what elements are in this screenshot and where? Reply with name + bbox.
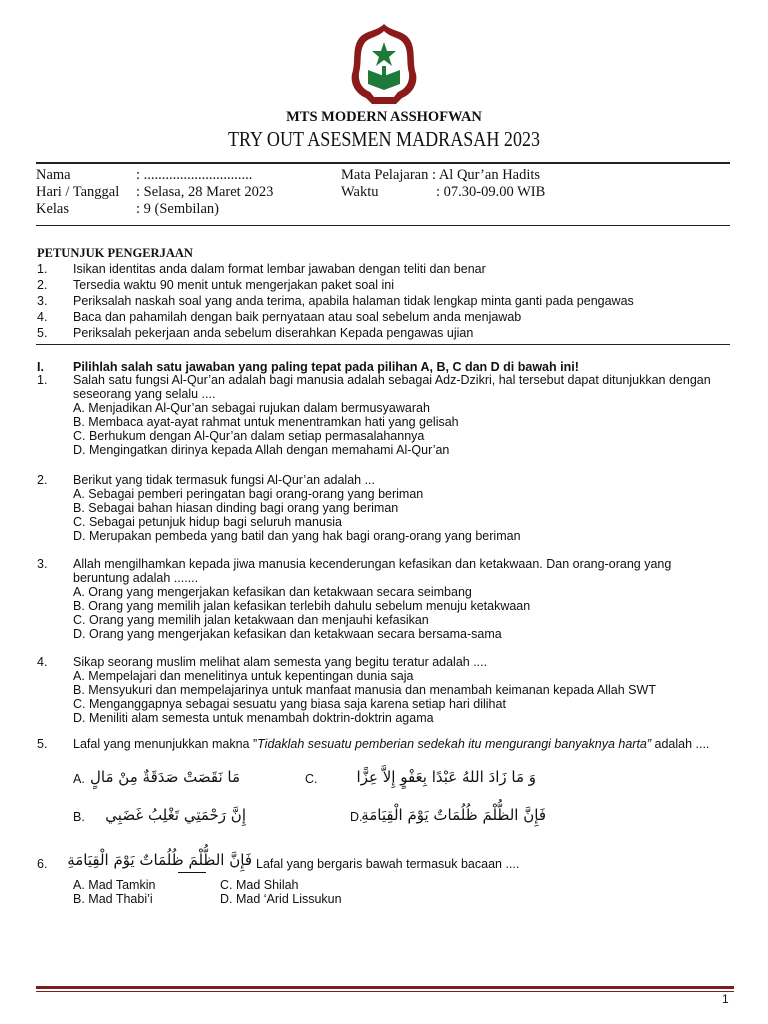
question-number: 1. bbox=[37, 373, 48, 387]
option-3d[interactable]: D. Orang yang mengerjakan kefasikan dan ketakwaan secara bersama-sama bbox=[73, 627, 502, 641]
mapel-value: Mata Pelajaran : Al Qur’an Hadits bbox=[341, 167, 541, 183]
school-logo bbox=[346, 22, 422, 106]
question-text: Allah mengilhamkan kepada jiwa manusia kecenderungan kefasikan dan ketakwaan. Dan orang-orang yang bbox=[73, 557, 672, 571]
waktu-label: Waktu bbox=[341, 184, 379, 200]
question-text bbox=[73, 737, 709, 751]
option-5c[interactable] bbox=[305, 772, 318, 794]
option-2b[interactable]: B. Sebagai bahan hiasan dinding bagi orang yang beriman bbox=[73, 501, 399, 515]
petunjuk-text: Isikan identitas anda dalam format lembar jawaban dengan teliti dan benar bbox=[73, 262, 486, 276]
option-2c[interactable]: C. Sebagai petunjuk hidup bagi seluruh manusia bbox=[73, 515, 342, 529]
option-2d[interactable]: D. Merupakan pembeda yang batil dan yang hak bagi orang-orang yang beriman bbox=[73, 529, 521, 543]
option-letter: D. bbox=[350, 810, 363, 824]
option-1a[interactable]: A. Menjadikan Al-Qur’an sebagai rujukan dalam bermusyawarah bbox=[73, 401, 430, 415]
option-letter: C. bbox=[305, 772, 318, 786]
option-4b[interactable]: B. Mensyukuri dan mempelajarinya untuk manfaat manusia dan menambah keimanan kepada Allah SWT bbox=[73, 683, 656, 697]
option-5b-arabic: إِنَّ رَحْمَتِي تَغْلِبُ غَضَبِي bbox=[105, 806, 246, 824]
option-3b[interactable]: B. Orang yang memilih jalan kefasikan terlebih dahulu sebelum menuju ketakwaan bbox=[73, 599, 531, 613]
option-3a[interactable]: A. Orang yang mengerjakan kefasikan dan ketakwaan secara seimbang bbox=[73, 585, 472, 599]
petunjuk-item bbox=[0, 278, 768, 293]
petunjuk-number: 2. bbox=[37, 278, 48, 292]
identity-rule bbox=[36, 225, 730, 226]
kelas-value: : 9 (Sembilan) bbox=[136, 201, 219, 217]
hari-label: Hari / Tanggal bbox=[36, 184, 120, 200]
nama-label: Nama bbox=[36, 167, 71, 183]
section-instruction: Pilihlah salah satu jawaban yang paling tepat pada pilihan A, B, C dan D di bawah ini! bbox=[73, 360, 579, 374]
petunjuk-text: Baca dan pahamilah dengan baik pernyataan atau soal sebelum anda menjawab bbox=[73, 310, 522, 324]
option-4c[interactable]: C. Menganggapnya sebagai sesuatu yang biasa saja karena setiap hari dilihat bbox=[73, 697, 506, 711]
question-1-line bbox=[0, 373, 768, 387]
hari-value: : Selasa, 28 Maret 2023 bbox=[136, 184, 274, 200]
option-5b[interactable] bbox=[73, 810, 85, 832]
petunjuk-number: 3. bbox=[37, 294, 48, 308]
question-text-post: adalah .... bbox=[651, 737, 710, 751]
kelas-label: Kelas bbox=[36, 201, 70, 217]
option-5c-arabic: وَ مَا زَادَ اللهُ عَبْدًا بِعَفْوٍ إِلاَّ عِزًّا bbox=[356, 768, 536, 786]
identity-block bbox=[36, 167, 736, 221]
question-text: Sikap seorang muslim melihat alam semesta yang begitu teratur adalah .... bbox=[73, 655, 488, 669]
option-5d-arabic: فَإِنَّ الظُّلْمَ ظُلُمَاتٌ يَوْمَ الْقِيَامَةِ bbox=[361, 806, 546, 824]
page-number: 1 bbox=[722, 992, 729, 1006]
question-3-line bbox=[0, 557, 768, 571]
petunjuk-rule bbox=[36, 344, 730, 345]
option-2a[interactable]: A. Sebagai pemberi peringatan bagi orang-orang yang beriman bbox=[73, 487, 424, 501]
option-1b[interactable]: B. Membaca ayat-ayat rahmat untuk menentramkan hati yang gelisah bbox=[73, 415, 459, 429]
footer-rule bbox=[36, 986, 734, 989]
petunjuk-text: Tersedia waktu 90 menit untuk mengerjakan paket soal ini bbox=[73, 278, 395, 292]
footer-rule-thin bbox=[36, 991, 734, 992]
question-3-line bbox=[0, 571, 768, 585]
option-5a[interactable] bbox=[73, 772, 85, 794]
petunjuk-number: 1. bbox=[37, 262, 48, 276]
petunjuk-item bbox=[0, 262, 768, 277]
question-number: 3. bbox=[37, 557, 48, 571]
question-text-pre: Lafal yang menunjukkan makna ” bbox=[73, 737, 258, 751]
option-6a[interactable]: A. Mad Tamkin bbox=[73, 878, 156, 892]
option-6d[interactable]: D. Mad ‘Arid Lissukun bbox=[220, 892, 342, 906]
petunjuk-title: PETUNJUK PENGERJAAN bbox=[37, 246, 193, 260]
petunjuk-text: Periksalah pekerjaan anda sebelum diserahkan Kepada pengawas ujian bbox=[73, 326, 474, 340]
question-text: beruntung adalah ....... bbox=[73, 571, 199, 585]
header-rule bbox=[36, 162, 730, 164]
petunjuk-item bbox=[0, 294, 768, 309]
section-number: I. bbox=[37, 360, 44, 374]
option-4a[interactable]: A. Mempelajari dan menelitinya untuk kepentingan dunia saja bbox=[73, 669, 414, 683]
question-text: Berikut yang tidak termasuk fungsi Al-Qur’an adalah ... bbox=[73, 473, 376, 487]
question-number: 4. bbox=[37, 655, 48, 669]
option-4d[interactable]: D. Meniliti alam semesta untuk menambah doktrin-doktrin agama bbox=[73, 711, 434, 725]
option-5a-arabic: مَا نَقَصَتْ صَدَقَةٌ مِنْ مَالٍ bbox=[90, 768, 240, 786]
option-6b[interactable]: B. Mad Thabi’i bbox=[73, 892, 153, 906]
option-letter: B. bbox=[73, 810, 85, 824]
question-6-arabic: فَإِنَّ الظُّلْمَ ظُلُمَاتٌ يَوْمَ الْقِيَامَةِ bbox=[67, 851, 252, 869]
question-number: 5. bbox=[37, 737, 48, 751]
option-1c[interactable]: C. Berhukum dengan Al-Qur’an dalam setiap permasalahannya bbox=[73, 429, 425, 443]
petunjuk-item bbox=[0, 310, 768, 325]
question-2-line bbox=[0, 473, 768, 487]
question-number: 2. bbox=[37, 473, 48, 487]
question-4-line bbox=[0, 655, 768, 669]
question-text: Lafal yang bergaris bawah termasuk bacaan .... bbox=[256, 857, 520, 871]
option-3c[interactable]: C. Orang yang memilih jalan ketakwaan dan menjauhi kefasikan bbox=[73, 613, 429, 627]
question-1-line bbox=[0, 387, 768, 401]
question-text: seseorang yang selalu .... bbox=[73, 387, 216, 401]
petunjuk-number: 4. bbox=[37, 310, 48, 324]
question-text-italic: Tidaklah sesuatu pemberian sedekah itu mengurangi banyaknya harta” bbox=[257, 737, 652, 751]
option-letter: A. bbox=[73, 772, 85, 786]
question-text: Salah satu fungsi Al-Qur’an adalah bagi manusia adalah sebagai Adz-Dzikri, hal tersebut dapat ditunjukkan dengan bbox=[73, 373, 711, 387]
exam-title: TRY OUT ASESMEN MADRASAH 2023 bbox=[227, 127, 541, 151]
petunjuk-item bbox=[0, 326, 768, 341]
option-6c[interactable]: C. Mad Shilah bbox=[220, 878, 299, 892]
school-name: MTS MODERN ASSHOFWAN bbox=[286, 109, 482, 125]
petunjuk-text: Periksalah naskah soal yang anda terima, apabila halaman tidak lengkap minta ganti pada pengawas bbox=[73, 294, 634, 308]
option-1d[interactable]: D. Mengingatkan dirinya kepada Allah dengan memahami Al-Qur’an bbox=[73, 443, 450, 457]
question-number: 6. bbox=[37, 857, 48, 871]
arabic-underline bbox=[178, 872, 206, 873]
question-5 bbox=[0, 737, 768, 753]
nama-field[interactable]: : .............................. bbox=[136, 167, 253, 183]
waktu-value: : 07.30-09.00 WIB bbox=[436, 184, 546, 200]
petunjuk-number: 5. bbox=[37, 326, 48, 340]
